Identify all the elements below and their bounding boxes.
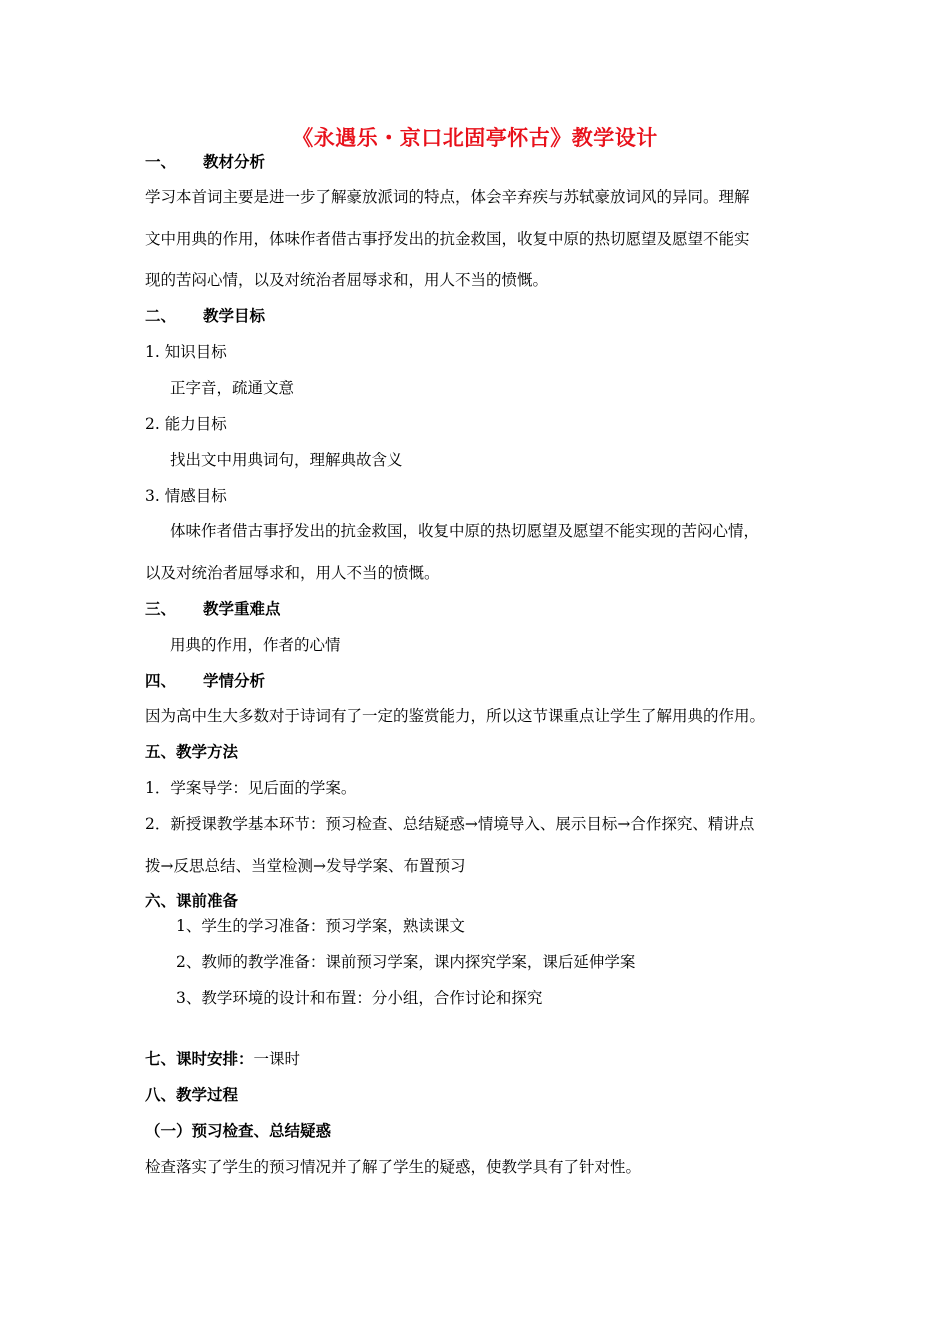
goal-body: 找出文中用典词句，理解典故含义	[170, 451, 403, 469]
goal-title: 2. 能力目标	[145, 415, 227, 433]
paragraph-line: 因为高中生大多数对于诗词有了一定的鉴赏能力，所以这节课重点让学生了解用典的作用。	[145, 707, 766, 725]
list-item: 2、教师的教学准备：课前预习学案，课内探究学案，课后延伸学案	[176, 953, 636, 971]
list-item: 1、学生的学习准备：预习学案，熟读课文	[176, 917, 465, 935]
goal-body: 以及对统治者屈辱求和，用人不当的愤慨。	[145, 564, 440, 582]
goal-title: 3. 情感目标	[145, 487, 227, 505]
section-heading-8: 八、教学过程	[145, 1086, 239, 1104]
goal-body: 正字音，疏通文意	[170, 379, 295, 397]
paragraph-line: 检查落实了学生的预习情况并了解了学生的疑惑，使教学具有了针对性。	[145, 1158, 642, 1176]
section-heading-4: 四、 学情分析	[145, 672, 266, 690]
section-heading-5: 五、教学方法	[145, 743, 239, 761]
paragraph-line: 文中用典的作用，体味作者借古事抒发出的抗金救国，收复中原的热切愿望及愿望不能实	[145, 230, 750, 248]
section-heading-3: 三、 教学重难点	[145, 600, 281, 618]
section-heading-7: 七、课时安排：一课时	[145, 1050, 301, 1068]
list-item: 拨→反思总结、当堂检测→发导学案、布置预习	[145, 857, 466, 875]
section-heading-2: 二、 教学目标	[145, 307, 266, 325]
section-heading-6: 六、课前准备	[145, 892, 239, 910]
paragraph-line: 现的苦闷心情，以及对统治者屈辱求和，用人不当的愤慨。	[145, 271, 549, 289]
paragraph-line: 学习本首词主要是进一步了解豪放派词的特点，体会辛弃疾与苏轼豪放词风的异同。理解	[145, 188, 750, 206]
document-title: 《永遇乐・京口北固亭怀古》教学设计	[292, 126, 658, 150]
list-item: 1．学案导学：见后面的学案。	[145, 779, 357, 797]
subsection-heading: （一）预习检查、总结疑惑	[145, 1122, 332, 1140]
list-item: 2．新授课教学基本环节：预习检查、总结疑惑→情境导入、展示目标→合作探究、精讲点	[145, 815, 755, 833]
goal-title: 1. 知识目标	[145, 343, 227, 361]
paragraph-line: 用典的作用，作者的心情	[170, 636, 341, 654]
section-heading-1: 一、 教材分析	[145, 153, 266, 171]
goal-body: 体味作者借古事抒发出的抗金救国，收复中原的热切愿望及愿望不能实现的苦闷心情，	[170, 522, 760, 540]
list-item: 3、教学环境的设计和布置：分小组，合作讨论和探究	[176, 989, 543, 1007]
